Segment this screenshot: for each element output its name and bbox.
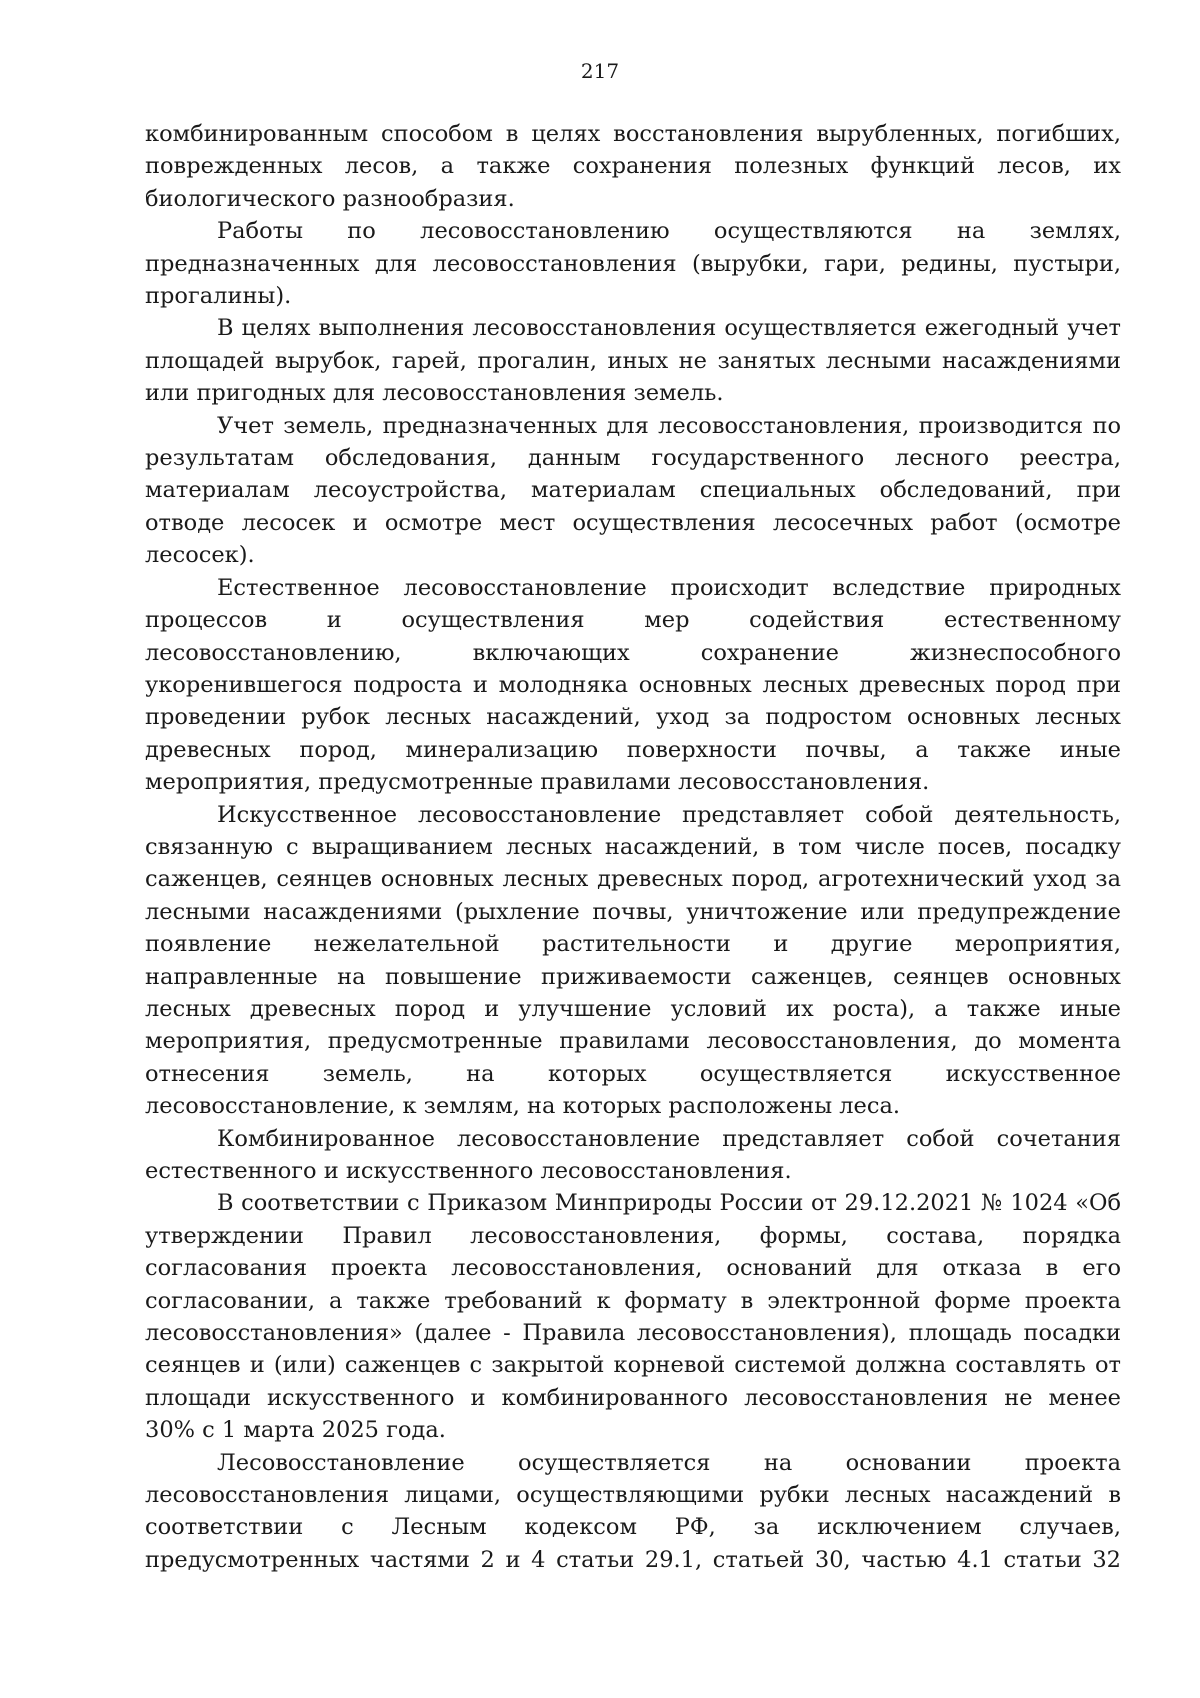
paragraph-6: Искусственное лесовосстановление представляет собой деятельность, связанную с выращиванием лесных насаждений, в том числе посев, посадку саженцев, сеянцев основных лесных древесных пород, агротехнический уход за лесными насаждениями (рыхление почвы, уничтожение или предупреждение появление нежелательной растительности и другие мероприятия, направленные на повышение приживаемости саженцев, сеянцев основных лесных древесных пород и улучшение условий их роста), а также иные мероприятия, предусмотренные правилами лесовосстановления, до момента отнесения земель, на которых осуществляется искусственное лесовосстановление, к землям, на которых расположены леса.: [145, 801, 1121, 1120]
paragraph-1: комбинированным способом в целях восстановления вырубленных, погибших, поврежденных лесов, а также сохранения полезных функций лесов, их биологического разнообразия.: [145, 121, 1121, 212]
paragraph-2: Работы по лесовосстановлению осуществляются на землях, предназначенных для лесовосстановления (вырубки, гари, редины, пустыри, прогалины).: [145, 218, 1121, 310]
paragraph-8: В соответствии с Приказом Минприроды России от 29.12.2021 № 1024 «Об утверждении Правил лесовосстановления, формы, состава, порядка согласования проекта лесовосстановления, оснований для отказа в его согласовании, а также требований к формату в электронной форме проекта лесовосстановления» (далее - Правила лесовосстановления), площадь посадки сеянцев и (или) саженцев с закрытой корневой системой должна составлять от площади искусственного и комбинированного лесовосстановления не менее 30% с 1 марта 2025 года.: [145, 1190, 1121, 1444]
paragraph-5: Естественное лесовосстановление происходит вследствие природных процессов и осуществления мер содействия естественному лесовосстановлению, включающих сохранение жизнеспособного укоренившегося подроста и молодняка основных лесных древесных пород при проведении рубок лесных насаждений, уход за подростом основных лесных древесных пород, минерализацию поверхности почвы, а также иные мероприятия, предусмотренные правилами лесовосстановления.: [145, 574, 1121, 796]
page-number: 217: [580, 59, 620, 83]
paragraph-9: Лесовосстановление осуществляется на основании проекта лесовосстановления лицами, осуществляющими рубки лесных насаждений в соответствии с Лесным кодексом РФ, за исключением случаев, предусмотренных частями 2 и 4 статьи 29.1, статьей 30, частью 4.1 статьи 32: [145, 1449, 1121, 1573]
paragraph-7: Комбинированное лесовосстановление представляет собой сочетания естественного и искусственного лесовосстановления.: [145, 1125, 1121, 1184]
paragraph-4: Учет земель, предназначенных для лесовосстановления, производится по результатам обследования, данным государственного лесного реестра, материалам лесоустройства, материалам специальных обследований, при отводе лесосек и осмотре мест осуществления лесосечных работ (осмотре лесосек).: [145, 412, 1121, 569]
paragraph-3: В целях выполнения лесовосстановления осуществляется ежегодный учет площадей вырубок, гарей, прогалин, иных не занятых лесными насаждениями или пригодных для лесовосстановления земель.: [145, 315, 1121, 407]
document-body: [145, 118, 1121, 1576]
